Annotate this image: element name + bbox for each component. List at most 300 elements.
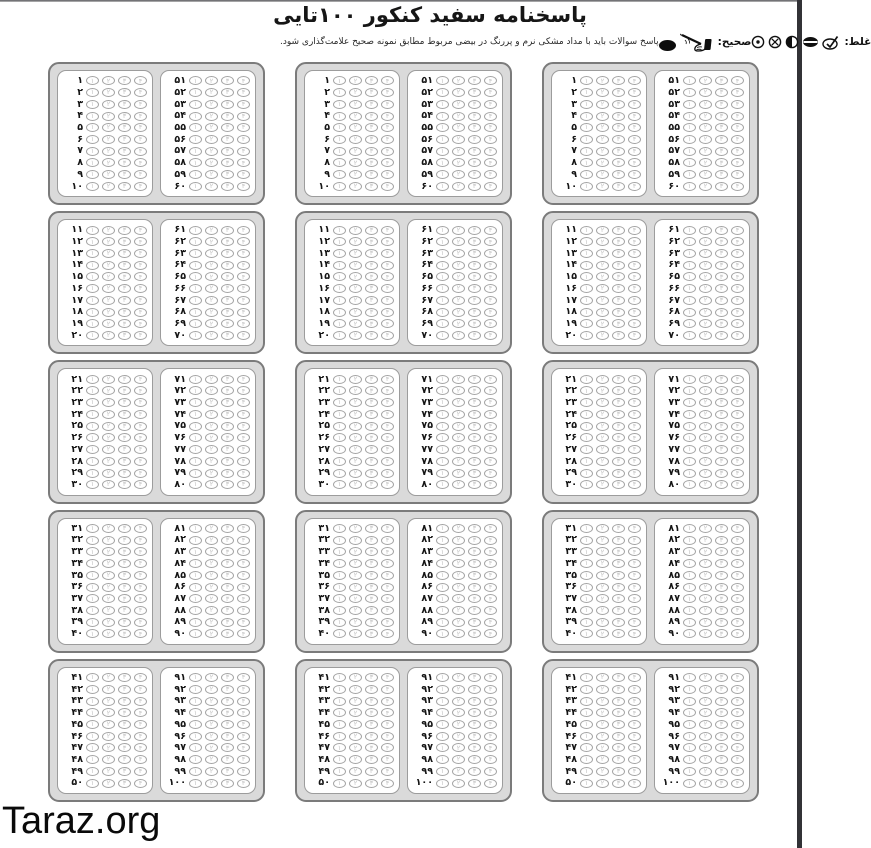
answer-bubble[interactable]: ۲ — [452, 629, 465, 638]
answer-bubble[interactable]: ۱ — [683, 76, 696, 85]
answer-bubble[interactable]: ۱ — [683, 182, 696, 191]
answer-bubble[interactable]: ۳ — [612, 433, 625, 442]
answer-bubble[interactable]: ۴ — [731, 743, 744, 752]
answer-bubble[interactable]: ۳ — [118, 147, 131, 156]
answer-bubble[interactable]: ۴ — [628, 226, 641, 235]
answer-bubble[interactable]: ۴ — [628, 284, 641, 293]
answer-bubble[interactable]: ۴ — [237, 170, 250, 179]
answer-bubble[interactable]: ۴ — [628, 469, 641, 478]
answer-bubble[interactable]: ۲ — [205, 767, 218, 776]
answer-bubble[interactable]: ۳ — [715, 559, 728, 568]
answer-bubble[interactable]: ۱ — [86, 308, 99, 317]
answer-bubble[interactable]: ۴ — [484, 76, 497, 85]
answer-bubble[interactable]: ۲ — [452, 469, 465, 478]
answer-bubble[interactable]: ۴ — [134, 226, 147, 235]
answer-bubble[interactable]: ۴ — [484, 445, 497, 454]
answer-bubble[interactable]: ۱ — [683, 398, 696, 407]
answer-bubble[interactable]: ۲ — [699, 135, 712, 144]
answer-bubble[interactable]: ۱ — [436, 629, 449, 638]
answer-bubble[interactable]: ۱ — [333, 457, 346, 466]
answer-bubble[interactable]: ۴ — [237, 732, 250, 741]
answer-bubble[interactable]: ۴ — [237, 147, 250, 156]
answer-bubble[interactable]: ۲ — [699, 708, 712, 717]
answer-bubble[interactable]: ۳ — [365, 767, 378, 776]
answer-bubble[interactable]: ۴ — [484, 606, 497, 615]
answer-bubble[interactable]: ۲ — [452, 547, 465, 556]
answer-bubble[interactable]: ۴ — [237, 594, 250, 603]
answer-bubble[interactable]: ۱ — [580, 226, 593, 235]
answer-bubble[interactable]: ۴ — [237, 76, 250, 85]
answer-bubble[interactable]: ۲ — [102, 386, 115, 395]
answer-bubble[interactable]: ۱ — [333, 123, 346, 132]
answer-bubble[interactable]: ۳ — [221, 398, 234, 407]
answer-bubble[interactable]: ۳ — [468, 422, 481, 431]
answer-bubble[interactable]: ۴ — [381, 331, 394, 340]
answer-bubble[interactable]: ۳ — [715, 135, 728, 144]
answer-bubble[interactable]: ۳ — [221, 445, 234, 454]
answer-bubble[interactable]: ۴ — [628, 606, 641, 615]
answer-bubble[interactable]: ۲ — [205, 524, 218, 533]
answer-bubble[interactable]: ۲ — [699, 410, 712, 419]
answer-bubble[interactable]: ۳ — [715, 536, 728, 545]
answer-bubble[interactable]: ۱ — [436, 433, 449, 442]
answer-bubble[interactable]: ۱ — [436, 249, 449, 258]
answer-bubble[interactable]: ۲ — [102, 433, 115, 442]
answer-bubble[interactable]: ۱ — [333, 480, 346, 489]
answer-bubble[interactable]: ۱ — [580, 261, 593, 270]
answer-bubble[interactable]: ۲ — [452, 410, 465, 419]
answer-bubble[interactable]: ۳ — [715, 457, 728, 466]
answer-bubble[interactable]: ۲ — [102, 249, 115, 258]
answer-bubble[interactable]: ۲ — [699, 182, 712, 191]
answer-bubble[interactable]: ۴ — [381, 606, 394, 615]
answer-bubble[interactable]: ۳ — [118, 571, 131, 580]
answer-bubble[interactable]: ۳ — [118, 237, 131, 246]
answer-bubble[interactable]: ۲ — [349, 182, 362, 191]
answer-bubble[interactable]: ۴ — [628, 779, 641, 788]
answer-bubble[interactable]: ۳ — [715, 237, 728, 246]
answer-bubble[interactable]: ۳ — [468, 571, 481, 580]
answer-bubble[interactable]: ۳ — [715, 88, 728, 97]
answer-bubble[interactable]: ۱ — [333, 182, 346, 191]
answer-bubble[interactable]: ۱ — [333, 708, 346, 717]
answer-bubble[interactable]: ۲ — [452, 296, 465, 305]
answer-bubble[interactable]: ۳ — [612, 308, 625, 317]
answer-bubble[interactable]: ۱ — [683, 386, 696, 395]
answer-bubble[interactable]: ۲ — [596, 779, 609, 788]
answer-bubble[interactable]: ۴ — [484, 779, 497, 788]
answer-bubble[interactable]: ۳ — [715, 386, 728, 395]
answer-bubble[interactable]: ۳ — [221, 457, 234, 466]
answer-bubble[interactable]: ۲ — [102, 594, 115, 603]
answer-bubble[interactable]: ۲ — [349, 147, 362, 156]
answer-bubble[interactable]: ۳ — [118, 331, 131, 340]
answer-bubble[interactable]: ۴ — [381, 457, 394, 466]
answer-bubble[interactable]: ۳ — [221, 433, 234, 442]
answer-bubble[interactable]: ۱ — [683, 732, 696, 741]
answer-bubble[interactable]: ۳ — [221, 182, 234, 191]
answer-bubble[interactable]: ۴ — [731, 685, 744, 694]
answer-bubble[interactable]: ۱ — [683, 319, 696, 328]
answer-bubble[interactable]: ۳ — [365, 422, 378, 431]
answer-bubble[interactable]: ۴ — [484, 398, 497, 407]
answer-bubble[interactable]: ۲ — [205, 732, 218, 741]
answer-bubble[interactable]: ۲ — [452, 480, 465, 489]
answer-bubble[interactable]: ۴ — [731, 559, 744, 568]
answer-bubble[interactable]: ۳ — [612, 135, 625, 144]
answer-bubble[interactable]: ۴ — [628, 386, 641, 395]
answer-bubble[interactable]: ۳ — [365, 524, 378, 533]
answer-bubble[interactable]: ۲ — [596, 547, 609, 556]
answer-bubble[interactable]: ۲ — [452, 237, 465, 246]
answer-bubble[interactable]: ۴ — [628, 308, 641, 317]
answer-bubble[interactable]: ۱ — [436, 100, 449, 109]
answer-bubble[interactable]: ۱ — [580, 237, 593, 246]
answer-bubble[interactable]: ۴ — [381, 708, 394, 717]
answer-bubble[interactable]: ۳ — [468, 76, 481, 85]
answer-bubble[interactable]: ۲ — [349, 237, 362, 246]
answer-bubble[interactable]: ۱ — [189, 469, 202, 478]
answer-bubble[interactable]: ۴ — [381, 237, 394, 246]
answer-bubble[interactable]: ۱ — [436, 88, 449, 97]
answer-bubble[interactable]: ۴ — [484, 480, 497, 489]
answer-bubble[interactable]: ۳ — [118, 112, 131, 121]
answer-bubble[interactable]: ۱ — [436, 331, 449, 340]
answer-bubble[interactable]: ۲ — [102, 182, 115, 191]
answer-bubble[interactable]: ۴ — [484, 594, 497, 603]
answer-bubble[interactable]: ۲ — [699, 375, 712, 384]
answer-bubble[interactable]: ۳ — [468, 606, 481, 615]
answer-bubble[interactable]: ۴ — [731, 100, 744, 109]
answer-bubble[interactable]: ۲ — [205, 88, 218, 97]
answer-bubble[interactable]: ۴ — [237, 697, 250, 706]
answer-bubble[interactable]: ۱ — [580, 559, 593, 568]
answer-bubble[interactable]: ۳ — [468, 296, 481, 305]
answer-bubble[interactable]: ۱ — [189, 755, 202, 764]
answer-bubble[interactable]: ۴ — [628, 720, 641, 729]
answer-bubble[interactable]: ۴ — [628, 422, 641, 431]
answer-bubble[interactable]: ۳ — [715, 147, 728, 156]
answer-bubble[interactable]: ۲ — [452, 524, 465, 533]
answer-bubble[interactable]: ۲ — [452, 112, 465, 121]
answer-bubble[interactable]: ۳ — [365, 249, 378, 258]
answer-bubble[interactable]: ۲ — [699, 226, 712, 235]
answer-bubble[interactable]: ۴ — [381, 571, 394, 580]
answer-bubble[interactable]: ۳ — [612, 480, 625, 489]
answer-bubble[interactable]: ۲ — [596, 720, 609, 729]
answer-bubble[interactable]: ۲ — [102, 469, 115, 478]
answer-bubble[interactable]: ۱ — [683, 147, 696, 156]
answer-bubble[interactable]: ۳ — [221, 547, 234, 556]
answer-bubble[interactable]: ۲ — [452, 88, 465, 97]
answer-bubble[interactable]: ۳ — [612, 571, 625, 580]
answer-bubble[interactable]: ۲ — [699, 536, 712, 545]
answer-bubble[interactable]: ۱ — [189, 524, 202, 533]
answer-bubble[interactable]: ۴ — [237, 629, 250, 638]
answer-bubble[interactable]: ۳ — [468, 480, 481, 489]
answer-bubble[interactable]: ۱ — [189, 583, 202, 592]
answer-bubble[interactable]: ۲ — [699, 685, 712, 694]
answer-bubble[interactable]: ۱ — [333, 158, 346, 167]
answer-bubble[interactable]: ۳ — [715, 469, 728, 478]
answer-bubble[interactable]: ۱ — [580, 398, 593, 407]
answer-bubble[interactable]: ۲ — [205, 100, 218, 109]
answer-bubble[interactable]: ۳ — [612, 182, 625, 191]
answer-bubble[interactable]: ۱ — [580, 779, 593, 788]
answer-bubble[interactable]: ۲ — [205, 571, 218, 580]
answer-bubble[interactable]: ۴ — [237, 398, 250, 407]
answer-bubble[interactable]: ۴ — [134, 375, 147, 384]
answer-bubble[interactable]: ۳ — [118, 410, 131, 419]
answer-bubble[interactable]: ۴ — [731, 386, 744, 395]
answer-bubble[interactable]: ۲ — [205, 433, 218, 442]
answer-bubble[interactable]: ۲ — [349, 375, 362, 384]
answer-bubble[interactable]: ۱ — [86, 583, 99, 592]
answer-bubble[interactable]: ۴ — [484, 629, 497, 638]
answer-bubble[interactable]: ۳ — [612, 386, 625, 395]
answer-bubble[interactable]: ۴ — [628, 76, 641, 85]
answer-bubble[interactable]: ۴ — [381, 123, 394, 132]
answer-bubble[interactable]: ۱ — [189, 708, 202, 717]
answer-bubble[interactable]: ۳ — [118, 319, 131, 328]
answer-bubble[interactable]: ۴ — [731, 606, 744, 615]
answer-bubble[interactable]: ۲ — [699, 170, 712, 179]
answer-bubble[interactable]: ۳ — [221, 469, 234, 478]
answer-bubble[interactable]: ۱ — [580, 375, 593, 384]
answer-bubble[interactable]: ۴ — [628, 331, 641, 340]
answer-bubble[interactable]: ۳ — [221, 88, 234, 97]
answer-bubble[interactable]: ۲ — [452, 536, 465, 545]
answer-bubble[interactable]: ۱ — [86, 673, 99, 682]
answer-bubble[interactable]: ۱ — [333, 135, 346, 144]
answer-bubble[interactable]: ۱ — [333, 398, 346, 407]
answer-bubble[interactable]: ۲ — [699, 457, 712, 466]
answer-bubble[interactable]: ۱ — [683, 755, 696, 764]
answer-bubble[interactable]: ۳ — [715, 606, 728, 615]
answer-bubble[interactable]: ۳ — [118, 720, 131, 729]
answer-bubble[interactable]: ۴ — [628, 170, 641, 179]
answer-bubble[interactable]: ۱ — [86, 319, 99, 328]
answer-bubble[interactable]: ۱ — [683, 100, 696, 109]
answer-bubble[interactable]: ۱ — [436, 685, 449, 694]
answer-bubble[interactable]: ۲ — [452, 673, 465, 682]
answer-bubble[interactable]: ۲ — [349, 112, 362, 121]
answer-bubble[interactable]: ۱ — [86, 559, 99, 568]
answer-bubble[interactable]: ۴ — [628, 135, 641, 144]
answer-bubble[interactable]: ۲ — [699, 296, 712, 305]
answer-bubble[interactable]: ۳ — [468, 708, 481, 717]
answer-bubble[interactable]: ۴ — [381, 272, 394, 281]
answer-bubble[interactable]: ۲ — [349, 536, 362, 545]
answer-bubble[interactable]: ۱ — [333, 147, 346, 156]
answer-bubble[interactable]: ۴ — [237, 524, 250, 533]
answer-bubble[interactable]: ۱ — [189, 433, 202, 442]
answer-bubble[interactable]: ۲ — [205, 226, 218, 235]
answer-bubble[interactable]: ۱ — [436, 272, 449, 281]
answer-bubble[interactable]: ۱ — [683, 296, 696, 305]
answer-bubble[interactable]: ۳ — [612, 720, 625, 729]
answer-bubble[interactable]: ۲ — [102, 410, 115, 419]
answer-bubble[interactable]: ۱ — [189, 226, 202, 235]
answer-bubble[interactable]: ۳ — [365, 296, 378, 305]
answer-bubble[interactable]: ۱ — [580, 88, 593, 97]
answer-bubble[interactable]: ۳ — [468, 410, 481, 419]
answer-bubble[interactable]: ۱ — [436, 779, 449, 788]
answer-bubble[interactable]: ۴ — [628, 445, 641, 454]
answer-bubble[interactable]: ۴ — [237, 375, 250, 384]
answer-bubble[interactable]: ۲ — [205, 375, 218, 384]
answer-bubble[interactable]: ۴ — [484, 182, 497, 191]
answer-bubble[interactable]: ۳ — [221, 226, 234, 235]
answer-bubble[interactable]: ۲ — [205, 410, 218, 419]
answer-bubble[interactable]: ۳ — [221, 559, 234, 568]
answer-bubble[interactable]: ۱ — [189, 398, 202, 407]
answer-bubble[interactable]: ۲ — [452, 100, 465, 109]
answer-bubble[interactable]: ۳ — [612, 331, 625, 340]
answer-bubble[interactable]: ۱ — [436, 583, 449, 592]
answer-bubble[interactable]: ۱ — [333, 583, 346, 592]
answer-bubble[interactable]: ۳ — [715, 720, 728, 729]
answer-bubble[interactable]: ۳ — [118, 76, 131, 85]
answer-bubble[interactable]: ۳ — [468, 469, 481, 478]
answer-bubble[interactable]: ۴ — [381, 308, 394, 317]
answer-bubble[interactable]: ۴ — [484, 158, 497, 167]
answer-bubble[interactable]: ۱ — [189, 606, 202, 615]
answer-bubble[interactable]: ۱ — [333, 445, 346, 454]
answer-bubble[interactable]: ۲ — [102, 158, 115, 167]
answer-bubble[interactable]: ۱ — [333, 331, 346, 340]
answer-bubble[interactable]: ۳ — [221, 673, 234, 682]
answer-bubble[interactable]: ۱ — [86, 237, 99, 246]
answer-bubble[interactable]: ۴ — [628, 261, 641, 270]
answer-bubble[interactable]: ۳ — [715, 284, 728, 293]
answer-bubble[interactable]: ۱ — [86, 767, 99, 776]
answer-bubble[interactable]: ۴ — [237, 547, 250, 556]
answer-bubble[interactable]: ۲ — [205, 779, 218, 788]
answer-bubble[interactable]: ۱ — [189, 697, 202, 706]
answer-bubble[interactable]: ۴ — [484, 457, 497, 466]
answer-bubble[interactable]: ۲ — [596, 629, 609, 638]
answer-bubble[interactable]: ۲ — [102, 261, 115, 270]
answer-bubble[interactable]: ۳ — [221, 755, 234, 764]
answer-bubble[interactable]: ۳ — [612, 76, 625, 85]
answer-bubble[interactable]: ۲ — [699, 261, 712, 270]
answer-bubble[interactable]: ۲ — [596, 135, 609, 144]
answer-bubble[interactable]: ۳ — [365, 331, 378, 340]
answer-bubble[interactable]: ۲ — [102, 708, 115, 717]
answer-bubble[interactable]: ۱ — [436, 422, 449, 431]
answer-bubble[interactable]: ۱ — [86, 618, 99, 627]
answer-bubble[interactable]: ۳ — [221, 76, 234, 85]
answer-bubble[interactable]: ۴ — [237, 606, 250, 615]
answer-bubble[interactable]: ۳ — [118, 583, 131, 592]
answer-bubble[interactable]: ۲ — [349, 100, 362, 109]
answer-bubble[interactable]: ۳ — [468, 319, 481, 328]
answer-bubble[interactable]: ۲ — [102, 618, 115, 627]
answer-bubble[interactable]: ۳ — [612, 147, 625, 156]
answer-bubble[interactable]: ۲ — [699, 583, 712, 592]
answer-bubble[interactable]: ۴ — [484, 755, 497, 764]
answer-bubble[interactable]: ۱ — [580, 547, 593, 556]
answer-bubble[interactable]: ۱ — [189, 594, 202, 603]
answer-bubble[interactable]: ۴ — [484, 237, 497, 246]
answer-bubble[interactable]: ۴ — [628, 524, 641, 533]
answer-bubble[interactable]: ۲ — [349, 469, 362, 478]
answer-bubble[interactable]: ۴ — [628, 123, 641, 132]
answer-bubble[interactable]: ۱ — [333, 594, 346, 603]
answer-bubble[interactable]: ۲ — [699, 571, 712, 580]
answer-bubble[interactable]: ۴ — [484, 296, 497, 305]
answer-bubble[interactable]: ۱ — [683, 536, 696, 545]
answer-bubble[interactable]: ۲ — [452, 182, 465, 191]
answer-bubble[interactable]: ۴ — [381, 112, 394, 121]
answer-bubble[interactable]: ۲ — [699, 147, 712, 156]
answer-bubble[interactable]: ۴ — [134, 170, 147, 179]
answer-bubble[interactable]: ۳ — [365, 457, 378, 466]
answer-bubble[interactable]: ۲ — [699, 779, 712, 788]
answer-bubble[interactable]: ۴ — [237, 158, 250, 167]
answer-bubble[interactable]: ۲ — [699, 112, 712, 121]
answer-bubble[interactable]: ۲ — [349, 732, 362, 741]
answer-bubble[interactable]: ۳ — [365, 386, 378, 395]
answer-bubble[interactable]: ۴ — [237, 237, 250, 246]
answer-bubble[interactable]: ۳ — [118, 100, 131, 109]
answer-bubble[interactable]: ۴ — [628, 708, 641, 717]
answer-bubble[interactable]: ۳ — [118, 629, 131, 638]
answer-bubble[interactable]: ۴ — [381, 375, 394, 384]
answer-bubble[interactable]: ۳ — [468, 308, 481, 317]
answer-bubble[interactable]: ۳ — [221, 158, 234, 167]
answer-bubble[interactable]: ۲ — [102, 779, 115, 788]
answer-bubble[interactable]: ۳ — [468, 331, 481, 340]
answer-bubble[interactable]: ۳ — [468, 249, 481, 258]
answer-bubble[interactable]: ۲ — [596, 296, 609, 305]
answer-bubble[interactable]: ۳ — [612, 673, 625, 682]
answer-bubble[interactable]: ۴ — [237, 386, 250, 395]
answer-bubble[interactable]: ۳ — [118, 226, 131, 235]
answer-bubble[interactable]: ۲ — [452, 445, 465, 454]
answer-bubble[interactable]: ۴ — [134, 571, 147, 580]
answer-bubble[interactable]: ۳ — [715, 445, 728, 454]
answer-bubble[interactable]: ۲ — [349, 88, 362, 97]
answer-bubble[interactable]: ۱ — [436, 547, 449, 556]
answer-bubble[interactable]: ۴ — [237, 410, 250, 419]
answer-bubble[interactable]: ۳ — [221, 571, 234, 580]
answer-bubble[interactable]: ۲ — [596, 182, 609, 191]
answer-bubble[interactable]: ۲ — [452, 261, 465, 270]
answer-bubble[interactable]: ۱ — [683, 571, 696, 580]
answer-bubble[interactable]: ۴ — [484, 123, 497, 132]
answer-bubble[interactable]: ۲ — [699, 386, 712, 395]
answer-bubble[interactable]: ۴ — [381, 594, 394, 603]
answer-bubble[interactable]: ۱ — [683, 469, 696, 478]
answer-bubble[interactable]: ۴ — [484, 410, 497, 419]
answer-bubble[interactable]: ۲ — [452, 779, 465, 788]
answer-bubble[interactable]: ۴ — [237, 112, 250, 121]
answer-bubble[interactable]: ۳ — [715, 480, 728, 489]
answer-bubble[interactable]: ۳ — [221, 618, 234, 627]
answer-bubble[interactable]: ۴ — [731, 158, 744, 167]
answer-bubble[interactable]: ۱ — [86, 375, 99, 384]
answer-bubble[interactable]: ۲ — [596, 237, 609, 246]
answer-bubble[interactable]: ۲ — [102, 720, 115, 729]
answer-bubble[interactable]: ۳ — [468, 112, 481, 121]
answer-bubble[interactable]: ۲ — [102, 147, 115, 156]
answer-bubble[interactable]: ۱ — [683, 457, 696, 466]
answer-bubble[interactable]: ۲ — [699, 469, 712, 478]
answer-bubble[interactable]: ۲ — [205, 319, 218, 328]
answer-bubble[interactable]: ۴ — [484, 732, 497, 741]
